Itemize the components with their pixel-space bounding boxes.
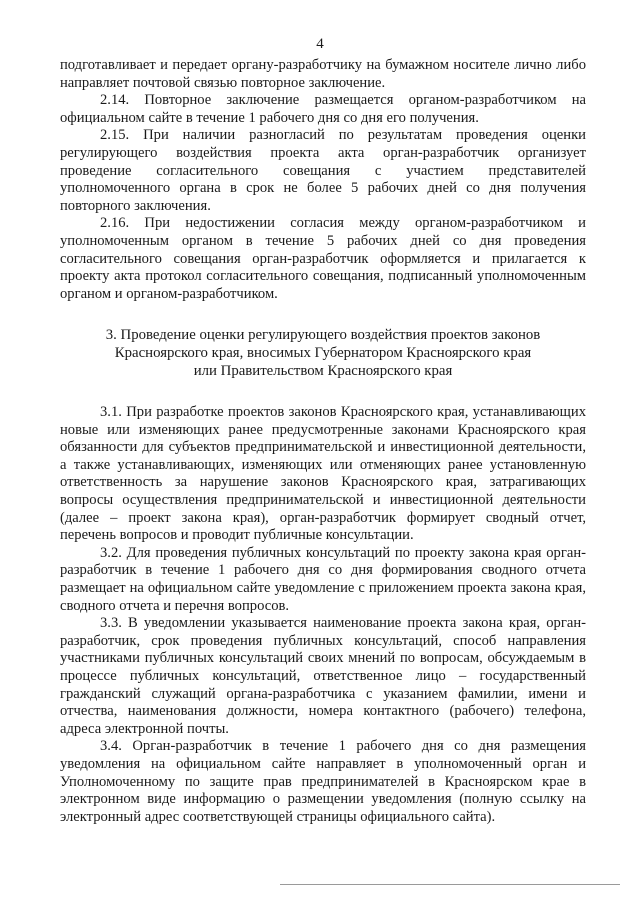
paragraph-2-16: 2.16. При недостижении согласия между органом-разработчиком и уполномоченным органом в течение 5 рабочих дней со дня проведения согласительного совещания орган-разработчик оформляется и прилагается к проекту акта протокол согласительного совещания, подписанный уполномоченным органом и органом-разработчиком. <box>60 215 586 302</box>
section-heading-line-2: Красноярского края, вносимых Губернатором Красноярского края <box>114 344 532 361</box>
paragraph-3-3: 3.3. В уведомлении указывается наименование проекта закона края, орган-разработчик, срок проведения публичных консультаций, способ направления участниками публичных консультаций своих мнений по вопросам, обсуждаемым в процессе публичных консультаций, ответственное лицо – государственный гражданский служащий органа-разработчика с указанием фамилии, имени и отчества, наименования должности, номера контактного (рабочего) телефона, адреса электронной почты. <box>60 615 586 737</box>
paragraph-2-15: 2.15. При наличии разногласий по результатам проведения оценки регулирующего воздействия проекта акта орган-разработчик организует проведение согласительного совещания с участием представителей уполномоченного органа в срок не более 5 рабочих дней со дня получения повторного заключения. <box>60 127 586 214</box>
spacer <box>60 380 586 404</box>
section-heading-line-3: или Правительством Красноярского края <box>193 362 453 379</box>
document-body <box>60 57 586 826</box>
paragraph-3-4: 3.4. Орган-разработчик в течение 1 рабочего дня со дня размещения уведомления на официальном сайте направляет в уполномоченный орган и Уполномоченному по защите прав предпринимателей в Красноярском крае в электронном виде информацию о размещении уведомления (полную ссылку на электронный адрес соответствующей страницы официального сайта). <box>60 738 586 825</box>
paragraph-2-14: 2.14. Повторное заключение размещается органом-разработчиком на официальном сайте в течение 1 рабочего дня со дня его получения. <box>60 92 586 126</box>
paragraph-continuation: подготавливает и передает органу-разработчику на бумажном носителе лично либо направляет почтовой связью повторное заключение. <box>60 57 586 91</box>
section-heading <box>60 327 586 380</box>
page-number: 4 <box>316 36 324 52</box>
section-heading-line-1: 3. Проведение оценки регулирующего воздействия проектов законов <box>105 327 541 344</box>
paragraph-3-2: 3.2. Для проведения публичных консультаций по проекту закона края орган-разработчик в течение 1 рабочего дня со дня формирования сводного отчета размещает на официальном сайте уведомление с приложением проекта закона края, сводного отчета и перечня вопросов. <box>60 544 586 614</box>
spacer <box>60 303 586 327</box>
paragraph-3-1: 3.1. При разработке проектов законов Красноярского края, устанавливающих новые или изменяющих ранее предусмотренные законами Красноярского края обязанности для субъектов предпринимательской и инвестиционной деятельности, а также устанавливающих, изменяющих или отменяющих ранее установленную ответственность за нарушение законов Красноярского края, затрагивающих вопросы осуществления предпринимательской и инвестиционной деятельности (далее – проект закона края), орган-разработчик формирует сводный отчет, перечень вопросов и проводит публичные консультации. <box>60 404 586 544</box>
page-edge-line <box>280 884 620 885</box>
